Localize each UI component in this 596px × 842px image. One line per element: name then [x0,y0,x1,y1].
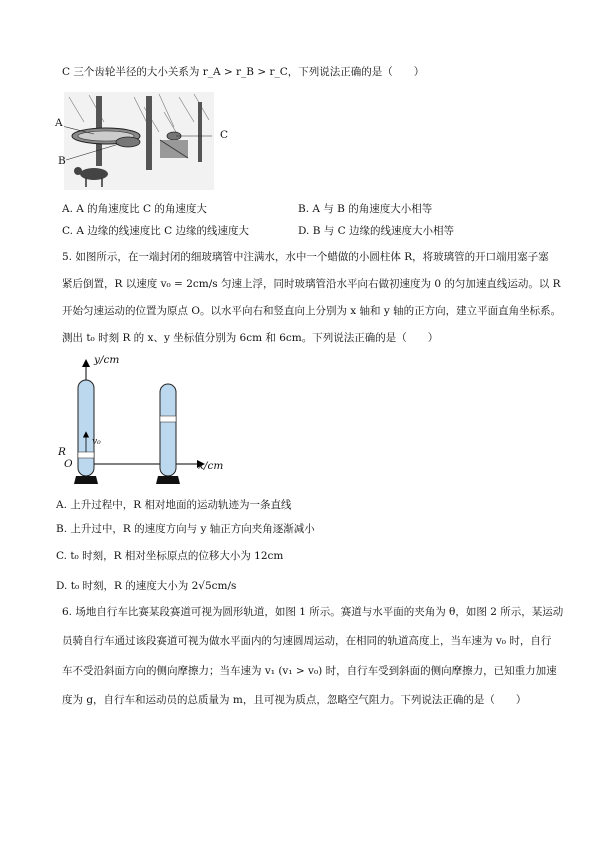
gear-label-c: C [220,129,229,141]
x-axis-label: x/cm [198,460,224,472]
q5-stem-line-4: 测出 t₀ 时刻 R 的 x、y 坐标值分别为 6cm 和 6cm。下列说法正确的是（ ） [62,332,439,344]
q5-stem-line-3: 开始匀速运动的位置为原点 O。以水平向右和竖直向上分别为 x 轴和 y 轴的正方向，建立平面直角坐标系。 [62,305,562,317]
gear-label-b: B [58,155,66,167]
q6-stem-line-1: 6. 场地自行车比赛某段赛道可视为圆形轨道，如图 1 所示。赛道与水平面的夹角为 θ，如图 2 所示，某运动 [62,606,564,618]
q6-stem-line-4: 度为 g，自行车和运动员的总质量为 m，且可视为质点，忽略空气阻力。下列说法正确的是（ ） [62,694,527,706]
q5-option-b: B. 上升过中，R 的速度方向与 y 轴正方向夹角逐渐减小 [56,523,315,535]
q4-stem-tail: C 三个齿轮半径的大小关系为 r_A > r_B > r_C，下列说法正确的是（ ） [62,66,425,78]
y-axis-label: y/cm [94,354,120,366]
q6-stem-line-3: 车不受沿斜面方向的侧向摩擦力；当车速为 v₁ (v₁ > v₀) 时，自行车受到斜面的侧向摩擦力，已知重力加速 [62,665,557,677]
q4-gear-illustration [64,92,214,190]
v0-label: v₀ [92,437,101,447]
q5-option-a: A. 上升过程中，R 相对地面的运动轨迹为一条直线 [56,499,292,511]
q5-option-c: C. t₀ 时刻，R 相对坐标原点的位移大小为 12cm [56,550,284,562]
q4-option-d: D. B 与 C 边缘的线速度大小相等 [298,225,454,237]
q4-option-b: B. A 与 B 的角速度大小相等 [298,203,433,215]
q6-stem-line-2: 员骑自行车通过该段赛道可视为做水平面内的匀速圆周运动，在相同的轨道高度上，当车速为 v₀ 时，自行 [62,635,552,647]
q4-option-a: A. A 的角速度比 C 的角速度大 [62,203,207,215]
q5-option-d: D. t₀ 时刻，R 的速度大小为 2√5cm/s [56,580,237,592]
q4-option-c: C. A 边缘的线速度比 C 边缘的线速度大 [62,225,249,237]
q5-stem-line-2: 紧后倒置，R 以速度 v₀ = 2cm/s 匀速上浮，同时玻璃管沿水平向右做初速度为 0 的匀加速直线运动。以 R [62,278,561,290]
r-label: R [58,446,66,458]
gear-label-a: A [55,117,63,129]
q5-stem-line-1: 5. 如图所示，在一端封闭的细玻璃管中注满水，水中一个蜡做的小圆柱体 R，将玻璃管的开口端用塞子塞 [62,251,549,263]
origin-label: O [64,458,73,470]
